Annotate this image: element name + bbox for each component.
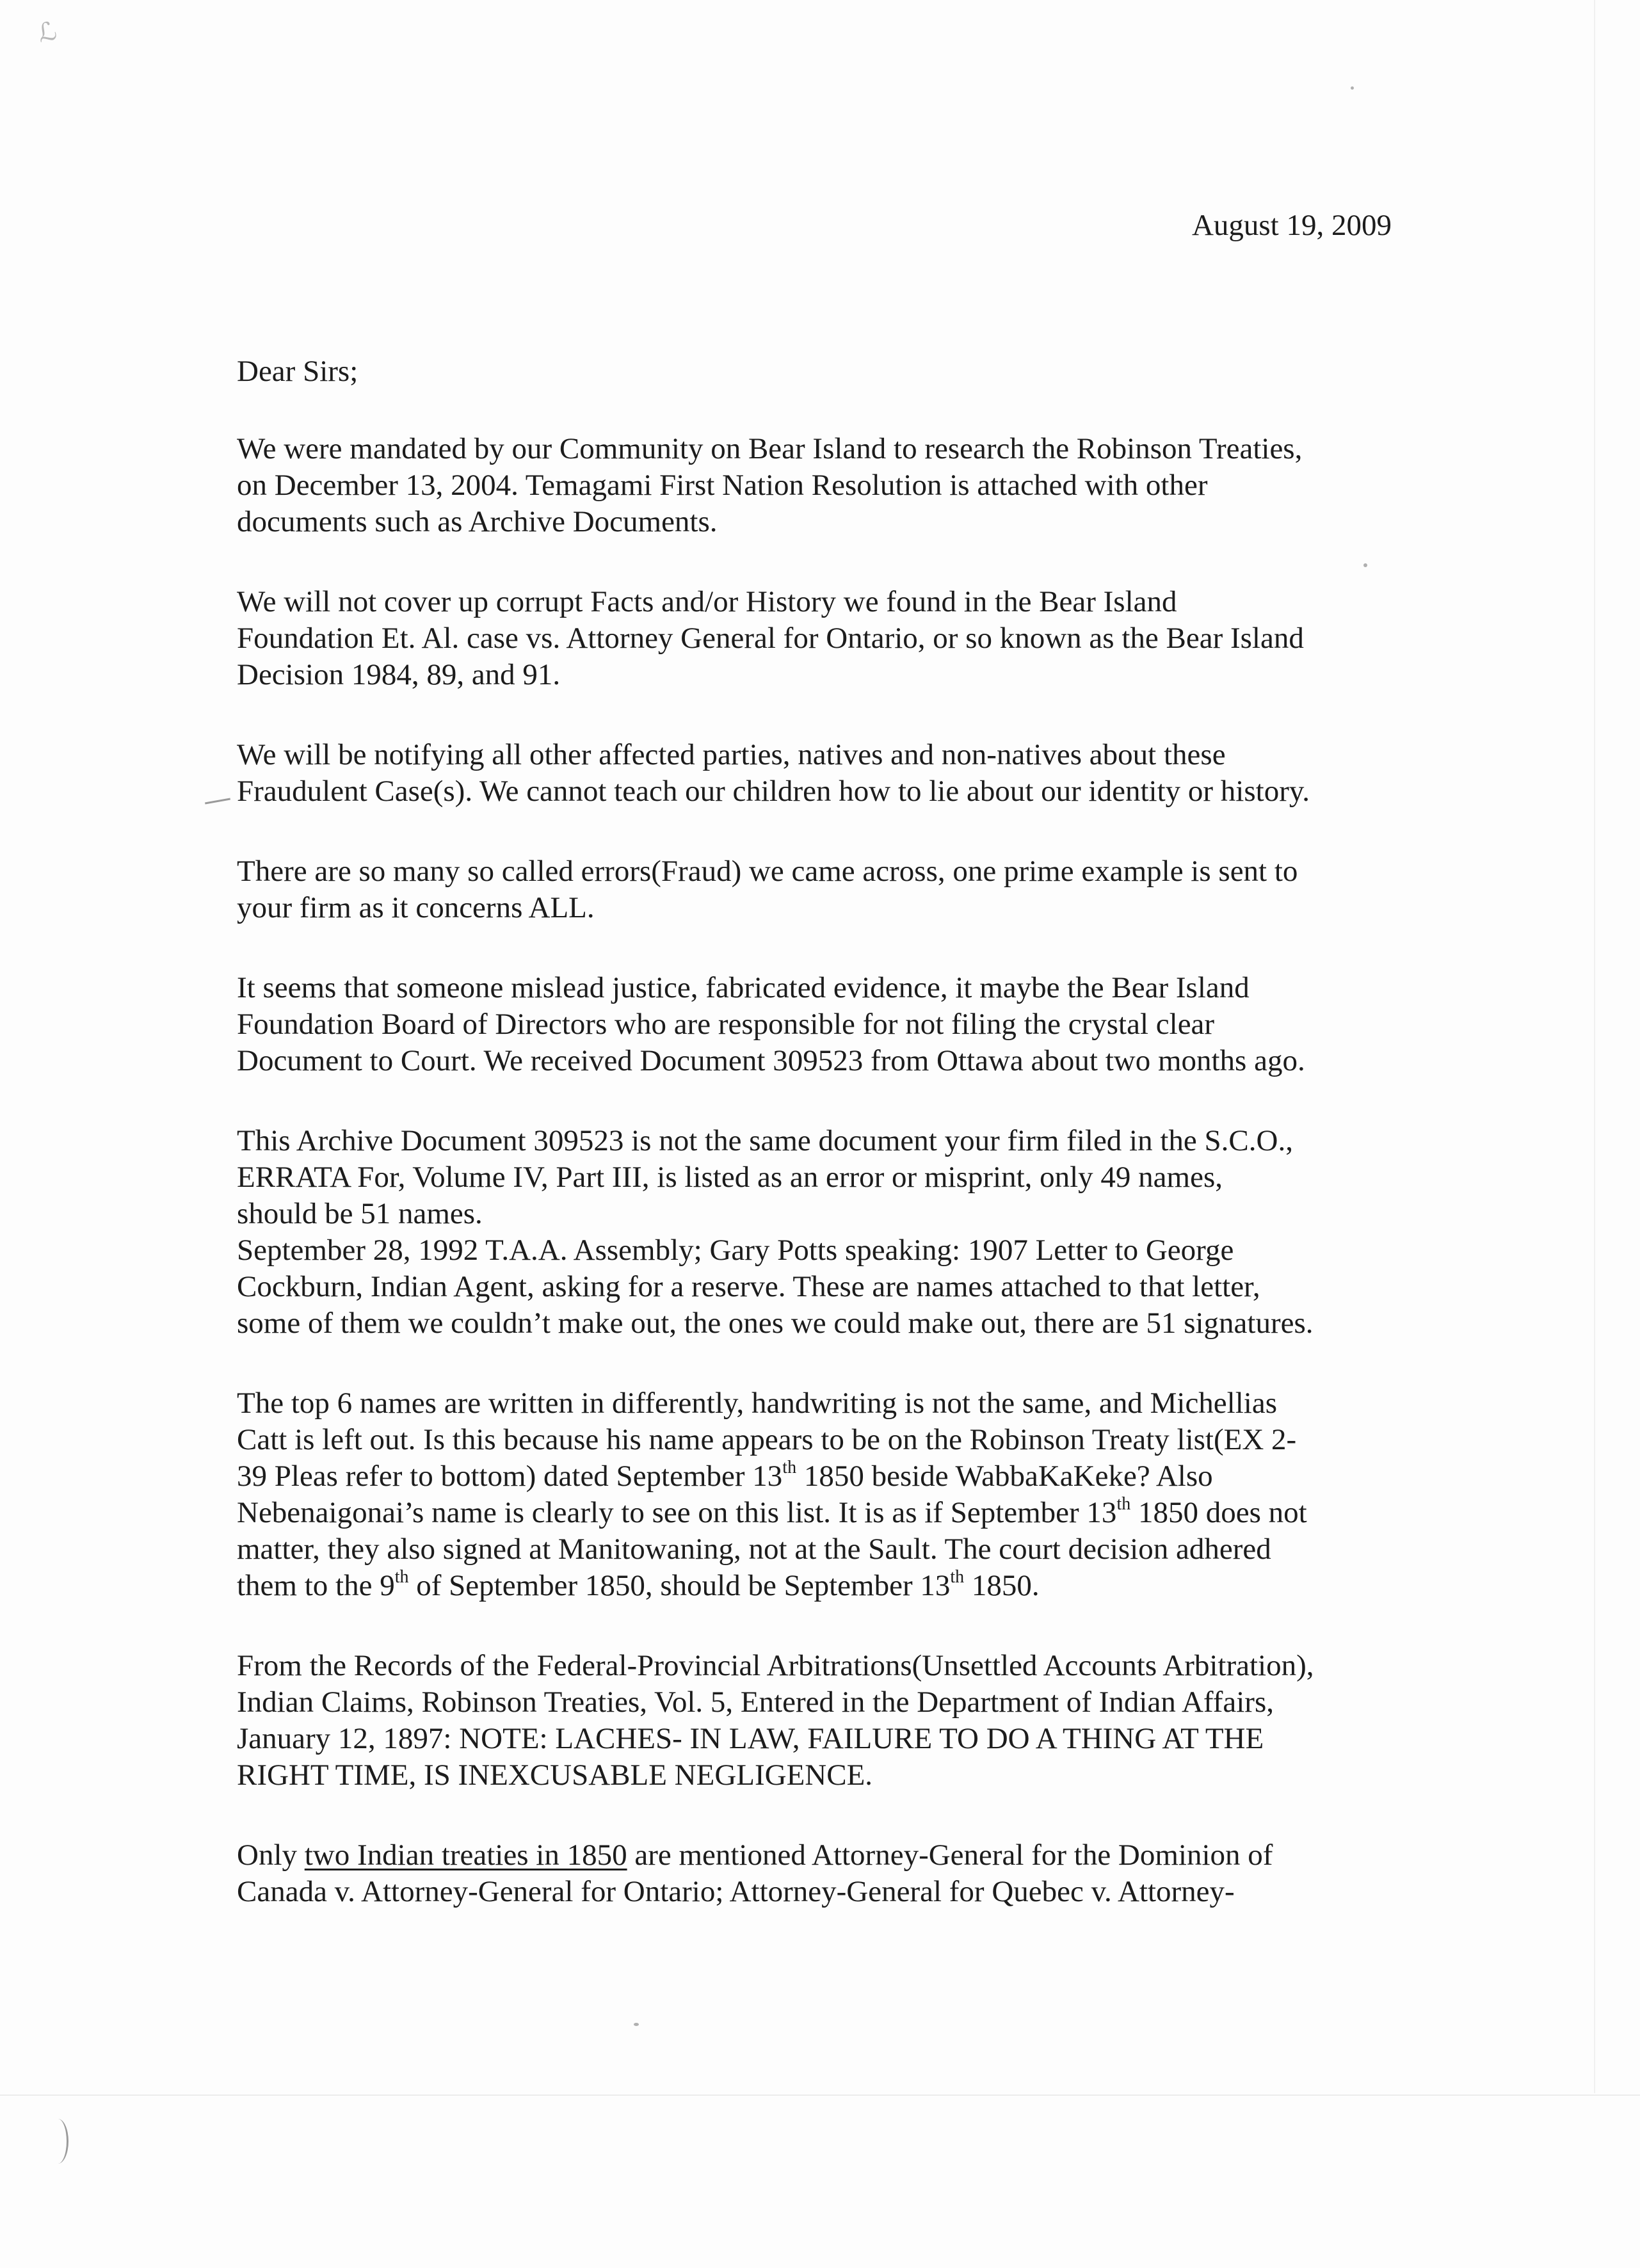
paragraph-archive-document — [237, 1123, 1383, 1342]
text-run: are mentioned Attorney-General for the Dominion of — [627, 1838, 1273, 1872]
text-line: matter, they also signed at Manitowaning, not at the Sault. The court decision adhered — [237, 1532, 1271, 1566]
underlined-text: two Indian treaties in 1850 — [304, 1838, 627, 1872]
text-line: Cockburn, Indian Agent, asking for a reserve. These are names attached to that letter, — [237, 1270, 1260, 1303]
text-line: It seems that someone mislead justice, fabricated evidence, it maybe the Bear Island — [237, 971, 1250, 1004]
text-run: them to the 9 — [237, 1569, 395, 1602]
text-line: should be 51 names. — [237, 1197, 483, 1230]
text-line: From the Records of the Federal-Provincial Arbitrations(Unsettled Accounts Arbitration), — [237, 1649, 1314, 1682]
text-line: documents such as Archive Documents. — [237, 505, 718, 538]
text-line: Canada v. Attorney-General for Ontario; Attorney-General for Quebec v. Attorney- — [237, 1875, 1235, 1908]
text-run: Only — [237, 1838, 305, 1872]
text-line: on December 13, 2004. Temagami First Nation Resolution is attached with other — [237, 469, 1208, 502]
text-run: 1850 beside WabbaKaKeke? Also — [796, 1460, 1213, 1493]
text-line: Document to Court. We received Document 309523 from Ottawa about two months ago. — [237, 1044, 1305, 1077]
paragraph-errors — [237, 853, 1383, 926]
text-line: We will not cover up corrupt Facts and/or History we found in the Bear Island — [237, 585, 1177, 618]
paragraph-robinson-treaty-list — [237, 1385, 1383, 1604]
paragraph-cover-up — [237, 584, 1383, 693]
text-line: Catt is left out. Is this because his name appears to be on the Robinson Treaty list(EX 2- — [237, 1423, 1297, 1456]
letter-date: August 19, 2009 — [1191, 209, 1392, 242]
text-line — [237, 1568, 1383, 1604]
text-line: January 12, 1897: NOTE: LACHES- IN LAW, FAILURE TO DO A THING AT THE — [237, 1722, 1264, 1755]
paragraph-arbitration-records — [237, 1648, 1383, 1794]
text-line: This Archive Document 309523 is not the same document your firm filed in the S.C.O., — [237, 1124, 1293, 1157]
paragraph-two-treaties — [237, 1837, 1383, 1910]
text-run: Nebenaigonai’s name is clearly to see on this list. It is as if September 13 — [237, 1496, 1117, 1529]
text-line: We were mandated by our Community on Bear Island to research the Robinson Treaties, — [237, 432, 1303, 465]
text-line — [237, 1837, 1383, 1874]
text-line: Indian Claims, Robinson Treaties, Vol. 5, Entered in the Department of Indian Affairs, — [237, 1685, 1274, 1719]
text-line: Fraudulent Case(s). We cannot teach our children how to lie about our identity or history. — [237, 775, 1310, 808]
text-line: Decision 1984, 89, and 91. — [237, 658, 561, 691]
page-bottom-edge — [0, 2095, 1640, 2096]
text-line: ERRATA For, Volume IV, Part III, is listed as an error or misprint, only 49 names, — [237, 1161, 1223, 1194]
text-line — [237, 1495, 1383, 1531]
text-line: RIGHT TIME, IS INEXCUSABLE NEGLIGENCE. — [237, 1758, 873, 1792]
text-run: 39 Pleas refer to bottom) dated September 13 — [237, 1460, 783, 1493]
text-run: 1850. — [964, 1569, 1040, 1602]
letter-body — [237, 353, 1383, 1910]
scan-paren-mark — [47, 2119, 68, 2164]
superscript: th — [394, 1567, 409, 1587]
text-line: Foundation Et. Al. case vs. Attorney General for Ontario, or so known as the Bear Island — [237, 622, 1304, 655]
paragraph-mandate — [237, 431, 1383, 540]
scan-speck — [1351, 86, 1354, 90]
text-line — [237, 1458, 1383, 1495]
superscript: th — [782, 1458, 797, 1477]
text-line: September 28, 1992 T.A.A. Assembly; Gary Potts speaking: 1907 Letter to George — [237, 1234, 1234, 1267]
paragraph-notifying — [237, 737, 1383, 810]
letter-paragraphs — [237, 431, 1383, 1342]
text-line: Foundation Board of Directors who are responsible for not filing the crystal clear — [237, 1008, 1215, 1041]
superscript: th — [950, 1567, 965, 1587]
scan-speck — [634, 2023, 639, 2026]
text-line: We will be notifying all other affected parties, natives and non-natives about these — [237, 738, 1226, 771]
text-line: some of them we couldn’t make out, the ones we could make out, there are 51 signatures. — [237, 1307, 1314, 1340]
text-line: The top 6 names are written in differently, handwriting is not the same, and Michellias — [237, 1387, 1277, 1420]
superscript: th — [1116, 1494, 1131, 1514]
text-run: of September 1850, should be September 13 — [408, 1569, 951, 1602]
text-line: your firm as it concerns ALL. — [237, 891, 595, 924]
salutation: Dear Sirs; — [237, 355, 358, 388]
scan-scribble-mark: ℒ — [35, 15, 60, 49]
page-edge — [1594, 0, 1595, 2093]
paragraph-mislead-justice — [237, 970, 1383, 1079]
text-run: 1850 does not — [1130, 1496, 1307, 1529]
scan-dash-mark — [205, 798, 230, 805]
text-line: There are so many so called errors(Fraud) we came across, one prime example is sent to — [237, 855, 1298, 888]
